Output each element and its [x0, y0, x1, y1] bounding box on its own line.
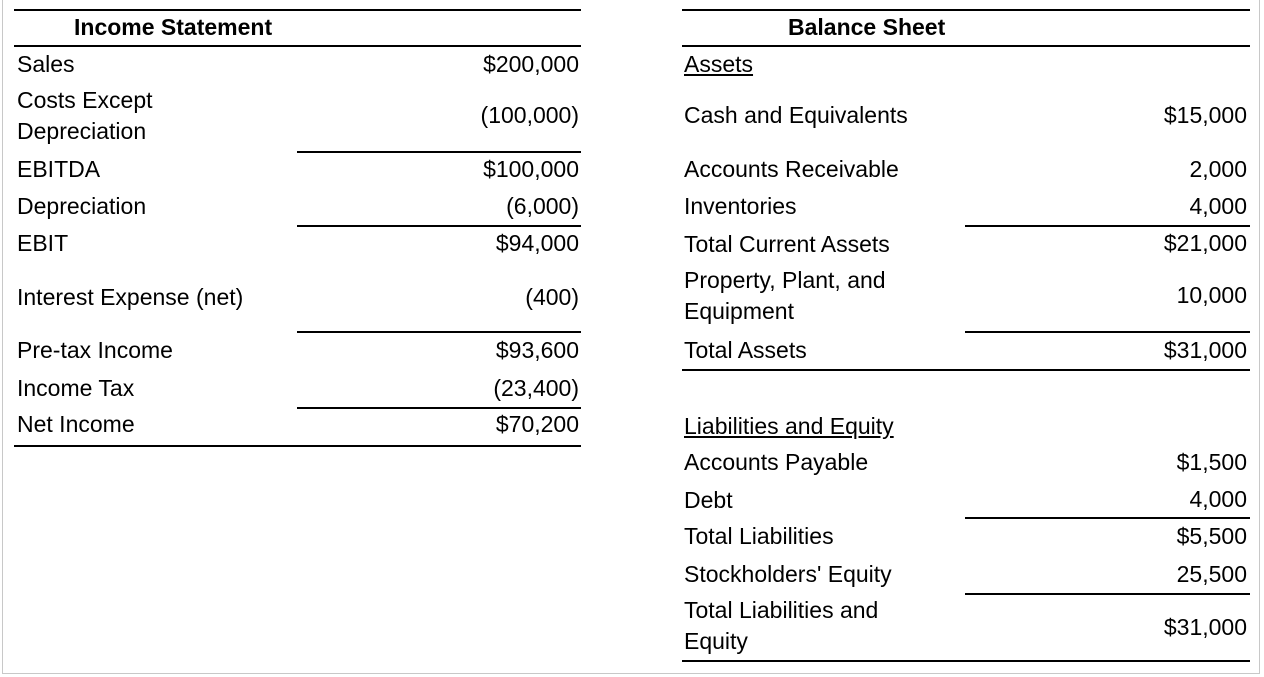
income-row-value: $100,000 [483, 156, 579, 182]
liabilities-heading: Liabilities and Equity [684, 413, 894, 439]
balance-row-value: $31,000 [1163, 337, 1247, 363]
income-row-label: Pre-tax Income [17, 337, 173, 363]
balance-row-label: Accounts Payable [684, 449, 869, 475]
assets-heading: Assets [684, 51, 754, 77]
balance-row-label: Total Assets [684, 337, 807, 363]
balance-sheet-title: Balance Sheet [788, 14, 946, 40]
balance-row-label: Total Current Assets [684, 231, 890, 257]
balance-row-label: Cash and Equivalents [684, 102, 908, 128]
income-row-value: (100,000) [480, 102, 579, 128]
balance-row-label: Total Liabilities and [684, 597, 879, 623]
balance-subtotal-rule [965, 517, 1250, 519]
income-row-label: Net Income [17, 411, 135, 437]
income-row-label: EBITDA [17, 156, 101, 182]
income-row-value: (400) [525, 284, 579, 310]
page-frame [2, 0, 1260, 674]
balance-row-label-cont: Equipment [684, 298, 794, 324]
balance-row-value: 4,000 [1189, 486, 1247, 512]
balance-subtotal-rule [965, 225, 1250, 227]
income-statement-title: Income Statement [74, 14, 273, 40]
income-row-value: $200,000 [483, 51, 579, 77]
income-row-label-cont: Depreciation [17, 118, 147, 144]
balance-row-label: Total Liabilities [684, 523, 834, 549]
income-top-rule [14, 9, 581, 11]
balance-subtotal-rule [965, 593, 1250, 595]
income-row-label: Costs Except [17, 87, 153, 113]
balance-row-label: Stockholders' Equity [684, 561, 892, 587]
income-row-label: Interest Expense (net) [17, 284, 244, 310]
balance-subtotal-rule [965, 331, 1250, 333]
balance-row-value: $31,000 [1163, 614, 1247, 640]
balance-row-label: Inventories [684, 193, 797, 219]
balance-header-rule [682, 45, 1250, 47]
income-row-label: Income Tax [17, 375, 135, 401]
income-subtotal-rule [297, 331, 581, 333]
balance-row-label-cont: Equity [684, 628, 748, 654]
balance-row-label: Property, Plant, and [684, 267, 886, 293]
balance-row-value: $21,000 [1163, 230, 1247, 256]
balance-assets-bottom-rule [682, 369, 1250, 371]
balance-row-value: $1,500 [1176, 449, 1247, 475]
balance-row-value: $15,000 [1163, 102, 1247, 128]
balance-row-value: 10,000 [1176, 282, 1247, 308]
income-row-label: Depreciation [17, 193, 147, 219]
balance-row-value: 2,000 [1189, 156, 1247, 182]
income-header-rule [14, 45, 581, 47]
income-subtotal-rule [297, 225, 581, 227]
balance-row-value: $5,500 [1176, 523, 1247, 549]
income-row-label: EBIT [17, 230, 69, 256]
income-row-label: Sales [17, 51, 75, 77]
income-row-value: $94,000 [495, 230, 579, 256]
balance-top-rule [682, 9, 1250, 11]
balance-row-value: 25,500 [1176, 561, 1247, 587]
income-row-value: (6,000) [506, 193, 579, 219]
balance-row-label: Accounts Receivable [684, 156, 899, 182]
income-row-value: (23,400) [493, 375, 579, 401]
income-row-value: $93,600 [495, 337, 579, 363]
balance-bottom-rule [682, 660, 1250, 662]
income-row-value: $70,200 [495, 411, 579, 437]
income-bottom-rule [14, 445, 581, 447]
balance-row-value: 4,000 [1189, 193, 1247, 219]
income-subtotal-rule [297, 151, 581, 153]
balance-row-label: Debt [684, 487, 733, 513]
